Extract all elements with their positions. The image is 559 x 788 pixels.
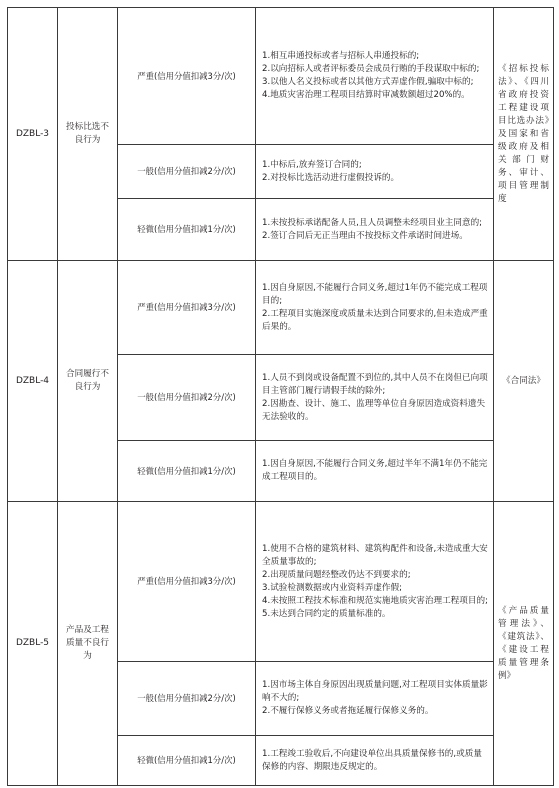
severity-label: 严重(信用分值扣减3分/次) xyxy=(118,502,256,662)
detail-item: 2.以向招标人或者评标委员会成员行贿的手段谋取中标的; xyxy=(262,64,480,74)
table-row xyxy=(8,8,554,145)
detail-item: 4.地质灾害治理工程项目结算时审减数额超过20%的。 xyxy=(262,90,470,100)
detail-item: 1.因自身原因,不能履行合同义务,超过1年仍不能完成工程项目的; xyxy=(262,282,488,306)
detail-item: 2.工程项目实施深度或质量未达到合同要求的,但未造成严重后果的。 xyxy=(262,308,488,332)
detail-item: 1.因市场主体自身原因出现质量问题,对工程项目实体质量影响不大的; xyxy=(262,680,488,703)
detail-item: 5.未达到合同约定的质量标准的。 xyxy=(262,608,391,619)
detail-item: 2.不履行保修义务或者拖延履行保修义务的。 xyxy=(262,706,434,716)
detail-item: 1.工程竣工验收后,不向建设单位出具质量保修书的,或质量保修的内容、期限违反规定的。 xyxy=(262,748,482,772)
severity-label: 轻微(信用分值扣减1分/次) xyxy=(118,441,256,502)
behavior-detail xyxy=(256,662,494,736)
detail-item: 1.因自身原因,不能履行合同义务,超过半年不满1年仍不能完成工程项目的。 xyxy=(262,459,488,482)
severity-label: 轻微(信用分值扣减1分/次) xyxy=(118,736,256,786)
credit-penalty-table xyxy=(7,7,554,786)
behavior-detail xyxy=(256,441,494,502)
severity-label: 严重(信用分值扣减3分/次) xyxy=(118,8,256,145)
severity-label: 一般(信用分值扣减2分/次) xyxy=(118,662,256,736)
severity-label: 一般(信用分值扣减2分/次) xyxy=(118,145,256,199)
detail-item: 2.对投标比选活动进行虚假投诉的。 xyxy=(262,172,400,183)
row-code: DZBL-5 xyxy=(8,502,58,786)
table-row xyxy=(8,502,554,662)
table-row xyxy=(8,261,554,355)
detail-item: 1.相互串通投标或者与招标人串通投标的; xyxy=(262,51,420,61)
legal-basis: 《招标投标法》、《四川省政府投资工程建设项目比选办法》及国家和省级政府及相关部门财务、审计、项目管理制度 xyxy=(494,8,554,261)
detail-item: 3.以他人名义投标或者以其他方式弄虚作假,骗取中标的; xyxy=(262,77,474,87)
row-code: DZBL-3 xyxy=(8,8,58,261)
behavior-detail xyxy=(256,199,494,261)
severity-label: 严重(信用分值扣减3分/次) xyxy=(118,261,256,355)
detail-item: 1.人员不到岗或设备配置不到位的,其中人员不在岗但已向项目主管部门履行请假手续的除外; xyxy=(262,372,488,396)
behavior-name: 合同履行不良行为 xyxy=(58,261,118,502)
behavior-detail xyxy=(256,355,494,441)
behavior-name: 投标比选不良行为 xyxy=(58,8,118,261)
detail-item: 1.未按投标承诺配备人员,且人员调整未经项目业主同意的; xyxy=(262,217,483,228)
row-code: DZBL-4 xyxy=(8,261,58,502)
legal-basis: 《合同法》 xyxy=(494,261,554,502)
behavior-detail xyxy=(256,261,494,355)
detail-item: 2.签订合同后无正当理由不按投标文件承诺时间进场。 xyxy=(262,230,468,241)
behavior-name: 产品及工程质量不良行为 xyxy=(58,502,118,786)
detail-item: 3.试验检测数据或内业资料弄虚作假; xyxy=(262,582,403,593)
behavior-detail xyxy=(256,145,494,199)
behavior-detail xyxy=(256,736,494,786)
detail-item: 1.中标后,放弃签订合同的; xyxy=(262,159,362,170)
behavior-detail xyxy=(256,502,494,662)
detail-item: 2.出现质量问题经整改仍达不到要求的; xyxy=(262,569,411,580)
severity-label: 一般(信用分值扣减2分/次) xyxy=(118,355,256,441)
detail-item: 2.因勘查、设计、施工、监理等单位自身原因造成资料遗失无法验收的。 xyxy=(262,398,486,422)
detail-item: 1.使用不合格的建筑材料、建筑构配件和设备,未造成重大安全质量事故的; xyxy=(262,543,488,567)
legal-basis: 《产品质量管理法》、《建筑法》、《建设工程质量管理条例》 xyxy=(494,502,554,786)
behavior-detail xyxy=(256,8,494,145)
severity-label: 轻微(信用分值扣减1分/次) xyxy=(118,199,256,261)
detail-item: 4.未按照工程技术标准和规范实施地质灾害治理工程项目的; xyxy=(262,595,488,606)
